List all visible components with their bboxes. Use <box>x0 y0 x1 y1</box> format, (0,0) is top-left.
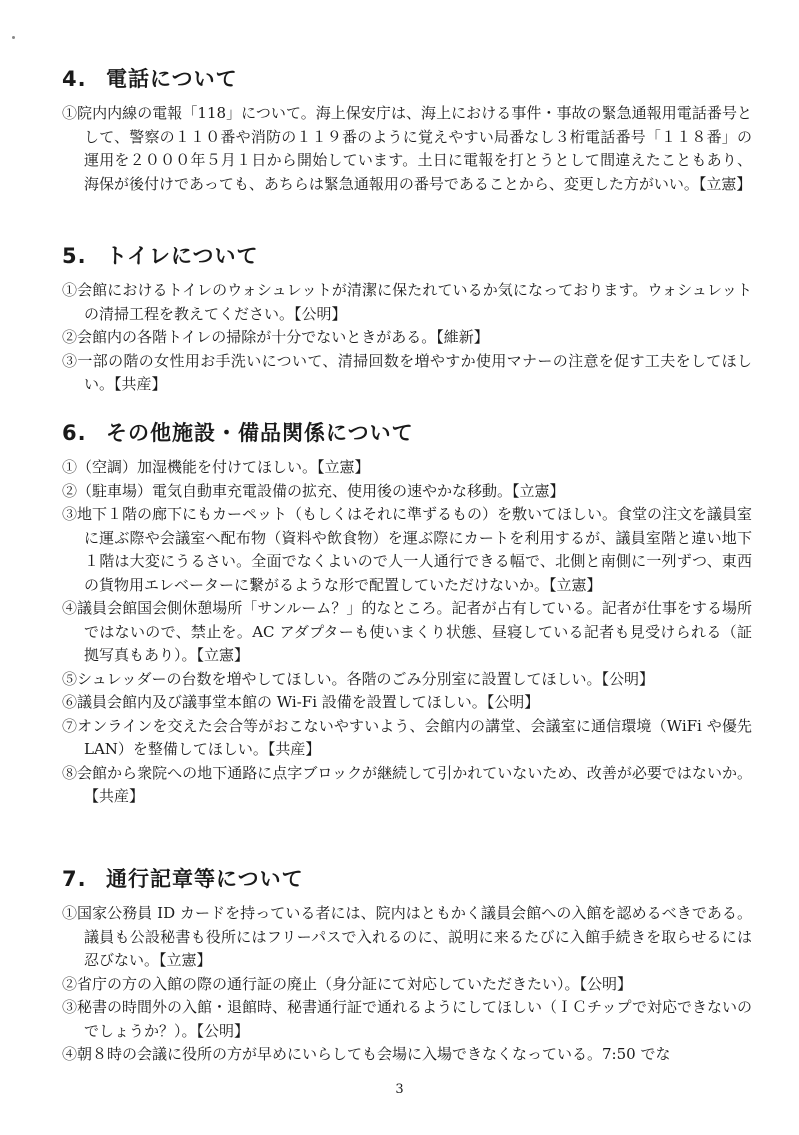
page-number: 3 <box>395 1082 404 1097</box>
list-item: ③秘書の時間外の入館・退館時、秘書通行証で通れるようにしてほしい（ＩＣチップで対応できないのでしょうか？）。【公明】 <box>62 998 753 1040</box>
section-heading: 6. その他施設・備品関係について <box>62 421 414 445</box>
list-item: ①院内内線の電報「118」について。海上保安庁は、海上における事件・事故の緊急通報用電話番号として、警察の１１０番や消防の１１９番のように覚えやすい局番なし３桁電話番号「１１８番」の運用を２０００年５月１日から開始しています。土日に電報を打とうとして間違えたこともあり、海保が後付けであっても、あちらは緊急通報用の番号であることから、変更した方がいい。【立憲】 <box>62 104 752 193</box>
section-heading: 4. 電話について <box>62 67 238 91</box>
list-item: ⑦オンラインを交えた会合等がおこないやすいよう、会館内の講堂、会議室に通信環境（WiFi や優先 LAN）を整備してほしい。【共産】 <box>62 716 752 758</box>
list-item: ②省庁の方の入館の際の通行証の廃止（身分証にて対応していただきたい）。【公明】 <box>62 974 633 993</box>
list-item: ④朝８時の会議に役所の方が早めにいらしても会場に入場できなくなっている。7:50 でな <box>62 1045 671 1063</box>
section-passes <box>62 866 752 1067</box>
list-item: ②会館内の各階トイレの掃除が十分でないときがある。【維新】 <box>62 328 489 346</box>
list-item: ⑥議員会館内及び議事堂本館の Wi-Fi 設備を設置してほしい。【公明】 <box>62 693 540 711</box>
section-facilities <box>62 420 752 809</box>
list-item: ④議員会館国会側休憩場所「サンルーム？」的なところ。記者が占有している。記者が仕事をする場所ではないので、禁止を。AC アダプターも使いまくり状態、昼寝している記者も見受けられる（証拠写真もあり）。【立憲】 <box>62 599 752 664</box>
section-telephone <box>62 66 752 196</box>
list-item: ①（空調）加湿機能を付けてほしい。【立憲】 <box>62 458 370 476</box>
list-item: ①国家公務員 ID カードを持っている者には、院内はともかく議員会館への入館を認めるべきである。議員も公設秘書も役所にはフリーパスで入れるのに、説明に来るたびに入館手続きを取らせるには忍びない。【立憲】 <box>62 904 752 969</box>
list-item: ③地下１階の廊下にもカーペット（もしくはそれに準ずるもの）を敷いてほしい。食堂の注文を議員室に運ぶ際や会議室へ配布物（資料や飲食物）を運ぶ際にカートを利用するが、議員室階と違い地下１階は大変にうるさい。全面でなくよいので人一人通行できる幅で、北側と南側に一列ずつ、東西の貨物用エレベーターに繋がるような形で配置していただけないか。【立憲】 <box>62 505 753 594</box>
list-item: ⑤シュレッダーの台数を増やしてほしい。各階のごみ分別室に設置してほしい。【公明】 <box>62 669 655 688</box>
scan-speck <box>12 36 15 39</box>
list-item: ③一部の階の女性用お手洗いについて、清掃回数を増やすか使用マナーの注意を促す工夫をしてほしい。【共産】 <box>62 351 752 393</box>
list-item: ⑧会館から衆院への地下通路に点字ブロックが継続して引かれていないため、改善が必要ではないか。【共産】 <box>62 763 752 805</box>
list-item: ②（駐車場）電気自動車充電設備の拡充、使用後の速やかな移動。【立憲】 <box>62 481 565 500</box>
list-item: ①会館におけるトイレのウォシュレットが清潔に保たれているか気になっております。ウォシュレットの清掃工程を教えてください。【公明】 <box>62 281 752 323</box>
section-toilet <box>62 243 752 397</box>
section-heading: 7. 通行記章等について <box>62 867 304 891</box>
section-heading: 5. トイレについて <box>62 244 259 268</box>
